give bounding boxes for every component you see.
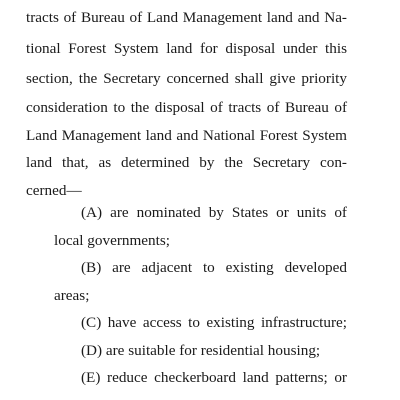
- paragraph-line-6: land that, as determined by the Secretary con-: [26, 154, 347, 171]
- paragraph-line-4: consideration to the disposal of tracts of Bureau of: [26, 99, 347, 116]
- paragraph-line-2: tional Forest System land for disposal under this: [26, 40, 347, 57]
- list-item-b-line-1: (B) are adjacent to existing developed: [81, 259, 347, 276]
- list-item-a-line-1: (A) are nominated by States or units of: [81, 204, 347, 221]
- paragraph-line-3: section, the Secretary concerned shall give priority: [26, 70, 347, 87]
- paragraph-line-7: cerned—: [26, 182, 82, 199]
- clipped-bottom-line: [81, 393, 347, 400]
- list-item-e: (E) reduce checkerboard land patterns; or: [81, 369, 347, 386]
- paragraph-line-5: Land Management land and National Forest System: [26, 127, 347, 144]
- list-item-a-line-2: local governments;: [54, 232, 170, 249]
- list-item-b-line-2: areas;: [54, 287, 90, 304]
- paragraph-line-1: tracts of Bureau of Land Management land and Na-: [26, 9, 347, 26]
- list-item-c: (C) have access to existing infrastructure;: [81, 314, 347, 331]
- list-item-d: (D) are suitable for residential housing;: [81, 342, 321, 359]
